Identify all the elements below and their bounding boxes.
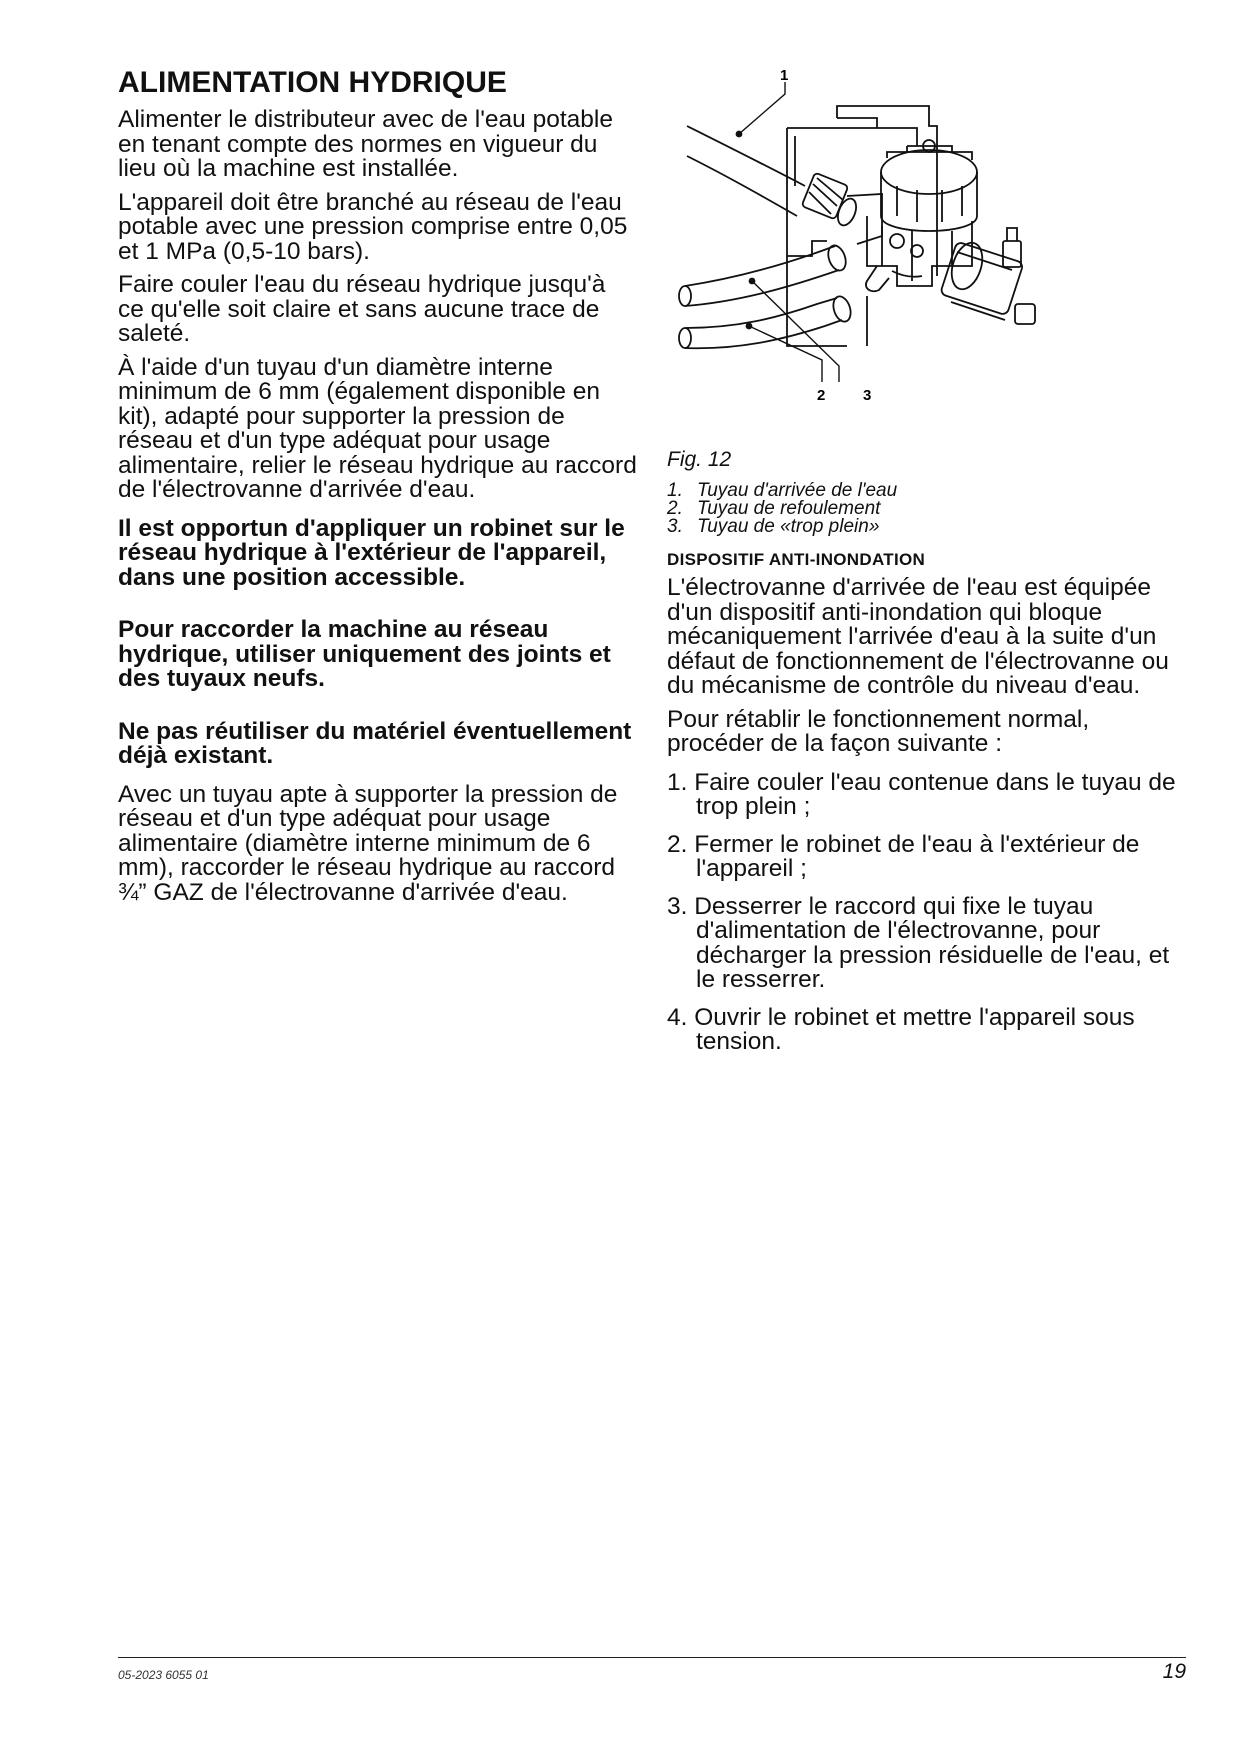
page-number: 19: [1162, 1660, 1186, 1683]
paragraph: Pour rétablir le fonctionnement normal, procéder de la façon suivante :: [667, 705, 1090, 757]
warning-paragraph: Pour raccorder la machine au réseau hydrique, utiliser uniquement des joints et des tuyaux neufs.: [118, 616, 611, 692]
valve-figure: [667, 66, 1187, 446]
step-item: 2. Fermer le robinet de l'eau à l'extérieur de l'appareil ;: [667, 830, 1140, 882]
step-item: 4. Ouvrir le robinet et mettre l'appareil sous tension.: [667, 1003, 1135, 1055]
paragraph: L'électrovanne d'arrivée de l'eau est équipée d'un dispositif anti-inondation qui bloque mécaniquement l'arrivée d'eau à la suite d'un défaut de fonctionnement de l'électrovanne ou du mécanisme de contrôle du niveau d'eau.: [667, 574, 1169, 699]
paragraph: L'appareil doit être branché au réseau de l'eau potable avec une pression comprise entre 0,05 et 1 MPa (0,5-10 bars).: [118, 188, 628, 265]
legend-item: 1. Tuyau d'arrivée de l'eau: [667, 480, 898, 501]
figure-legend: [667, 482, 1187, 536]
callout-2: 2: [817, 387, 826, 404]
callout-1: 1: [780, 67, 789, 84]
warning-paragraph: Il est opportun d'appliquer un robinet sur le réseau hydrique à l'extérieur de l'appareil, dans une position accessible.: [118, 514, 625, 591]
figure-caption: Fig. 12: [667, 448, 732, 471]
solenoid-valve-illustration: [667, 66, 1187, 446]
step-item: 1. Faire couler l'eau contenue dans le tuyau de trop plein ;: [667, 768, 1176, 820]
section-title: ALIMENTATION HYDRIQUE: [118, 66, 507, 99]
subsection-heading: DISPOSITIF ANTI-INONDATION: [667, 550, 926, 569]
warning-paragraph: Ne pas réutiliser du matériel éventuellement déjà existant.: [118, 717, 632, 769]
legend-item: 3. Tuyau de «trop plein»: [667, 516, 880, 537]
footer-divider: [118, 1657, 1186, 1658]
paragraph: Alimenter le distributeur avec de l'eau potable en tenant compte des normes en vigueur du lieu où la machine est installée.: [118, 106, 613, 182]
paragraph: À l'aide d'un tuyau d'un diamètre interne minimum de 6 mm (également disponible en kit), adapté pour supporter la pression de réseau et d'un type adéquat pour usage alimentaire, relier le réseau hydrique au raccord de l'électrovanne d'arrivée d'eau.: [118, 353, 637, 503]
procedure-steps: [667, 768, 1187, 1055]
paragraph: Avec un tuyau apte à supporter la pression de réseau et d'un type adéquat pour usage alimentaire (diamètre interne minimum de 6 mm), raccorder le réseau hydrique au raccord ¾” GAZ de l'électrovanne d'arrivée d'eau.: [118, 780, 618, 906]
step-item: 3. Desserrer le raccord qui fixe le tuyau d'alimentation de l'électrovanne, pour décharger la pression résiduelle de l'eau, et le resserrer.: [667, 892, 1170, 993]
paragraph: Faire couler l'eau du réseau hydrique jusqu'à ce qu'elle soit claire et sans aucune trace de saleté.: [118, 271, 606, 347]
right-column: [667, 66, 1187, 1068]
legend-item: 2. Tuyau de refoulement: [667, 498, 881, 519]
left-column: [118, 66, 638, 914]
document-code: 05-2023 6055 01: [118, 1668, 209, 1682]
callout-3: 3: [863, 387, 872, 404]
